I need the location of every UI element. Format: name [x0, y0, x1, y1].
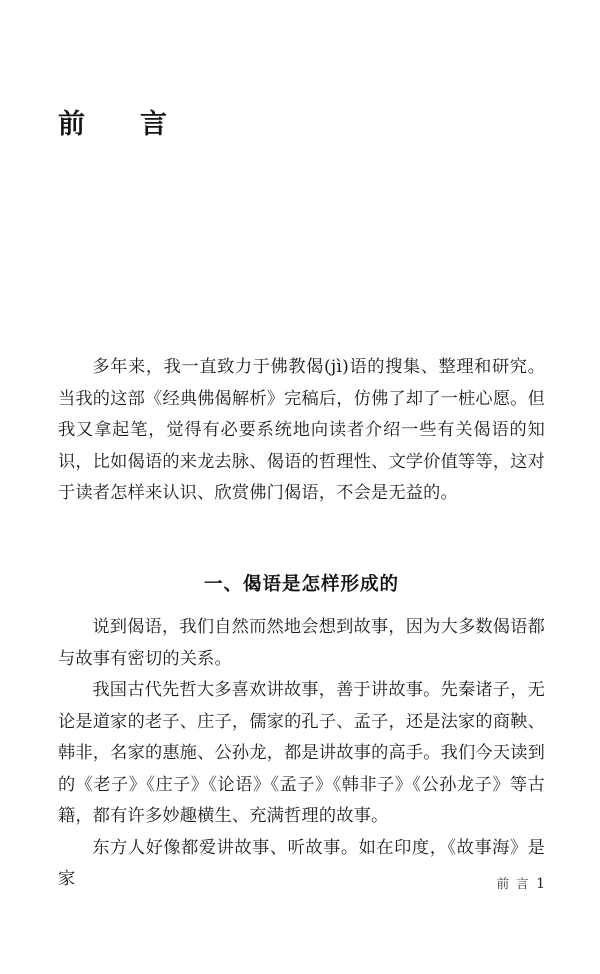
section-heading: 一、偈语是怎样形成的 — [203, 574, 399, 595]
page-title: 前 言 — [58, 109, 181, 140]
paragraph: 说到偈语，我们自然而然地会想到故事，因为大多数偈语都与故事有密切的关系。 — [58, 617, 545, 669]
footer-label: 前 言 — [496, 876, 531, 891]
paragraph: 东方人好像都爱讲故事、听故事。如在印度，《故事海》是家 — [58, 837, 545, 889]
preface-intro-block — [58, 352, 545, 510]
section-body-block — [58, 612, 545, 896]
paragraph: 我国古代先哲大多喜欢讲故事，善于讲故事。先秦诸子，无论是道家的老子、庄子，儒家的孔子、孟子，还是法家的商鞅、韩非，名家的惠施、公孙龙，都是讲故事的高手。我们今天读到的《老子》《庄子》《论语》《孟子》《韩非子》《公孙龙子》等古籍，都有许多妙趣横生、充满哲理的故事。 — [58, 680, 545, 826]
page-footer — [497, 874, 545, 892]
page-number: 1 — [536, 876, 545, 892]
paragraph: 多年来，我一直致力于佛教偈(jì)语的搜集、整理和研究。当我的这部《经典佛偈解析》完稿后，仿佛了却了一桩心愿。但我又拿起笔，觉得有必要系统地向读者介绍一些有关偈语的知识，比如偈语的来龙去脉、偈语的哲理性、文学价值等等，这对于读者怎样来认识、欣赏佛门偈语，不会是无益的。 — [58, 357, 545, 503]
